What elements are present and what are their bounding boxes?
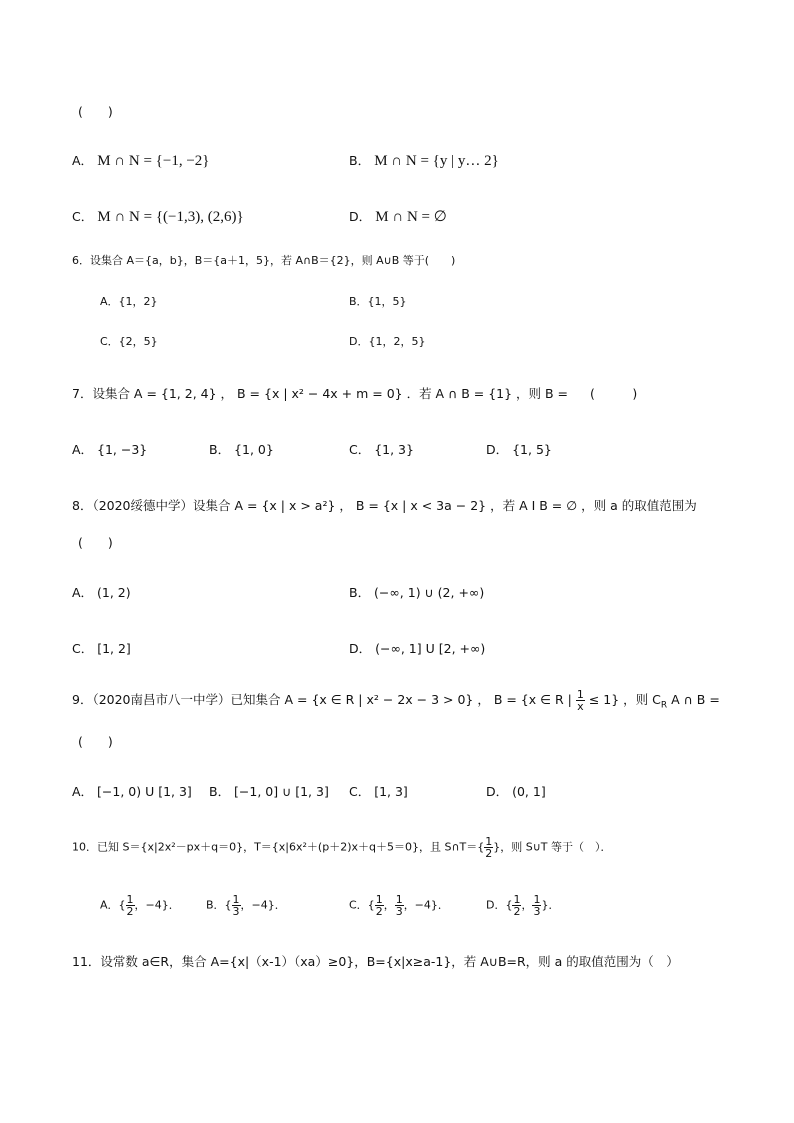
option-tail: ，−4}．: [403, 898, 449, 912]
q9-stem-part1: 9．（2020南昌市八一中学）已知集合 A = {x ∈ R | x² − 2x − 3 > 0} ， B = {x ∈ R |: [72, 692, 572, 707]
option-label: A．{: [100, 898, 126, 912]
option-tail: ，−4}．: [134, 898, 180, 912]
q10-stem-part1: 10．已知 S＝{x|2x²－px＋q＝0}，T＝{x|6x²＋(p＋2)x＋q＋5＝0}，且 S∩T＝{: [72, 840, 485, 854]
fraction-one-over-x: [576, 689, 585, 712]
fraction-one-half: [126, 894, 135, 917]
option-label: B．{: [206, 898, 232, 912]
separator: ，: [383, 898, 395, 912]
q9-stem-part3: A ∩ B =: [671, 692, 720, 707]
fraction-denominator: 3: [395, 905, 403, 918]
q10-stem: [72, 836, 611, 859]
q8-option-b: B． (−∞, 1) ∪ (2, +∞): [349, 585, 485, 600]
q9-option-d: D． (0, 1]: [486, 784, 546, 799]
q7-option-a: A． {1, −3}: [72, 442, 148, 457]
answer-paren-q8: ( ): [78, 535, 113, 550]
separator: ，: [521, 898, 533, 912]
fraction-denominator: 2: [126, 905, 134, 918]
q10-option-d: [486, 894, 559, 917]
q11-stem: 11．设常数 a∈R，集合 A={x|（x-1）（xa）≥0}，B={x|x≥a-1}，若 A∪B=R，则 a 的取值范围为（ ）: [72, 954, 679, 969]
q10-option-b: [206, 894, 286, 917]
fraction-numerator: 1: [126, 893, 134, 906]
math-expression: M ∩ N = {(−1,3), (2,6)}: [97, 209, 244, 225]
fraction-one-half: [375, 894, 384, 917]
option-letter: B．: [349, 153, 371, 168]
q5-option-b: [349, 153, 499, 170]
q8-option-c: C． [1, 2]: [72, 641, 131, 656]
q5-option-d: [349, 209, 447, 226]
fraction-one-half: [484, 836, 493, 859]
fraction-denominator: 3: [533, 905, 541, 918]
fraction-numerator: 1: [576, 688, 584, 701]
complement-subscript: R: [660, 700, 668, 711]
option-label: C．{: [349, 898, 375, 912]
q5-option-c: [72, 209, 244, 226]
q9-stem-part2: ≤ 1} ，则 C: [588, 692, 661, 707]
q7-option-c: C． {1, 3}: [349, 442, 414, 457]
q9-option-a: A． [−1, 0) U [1, 3]: [72, 784, 192, 799]
option-tail: ，−4}．: [240, 898, 286, 912]
option-letter: D．: [349, 209, 372, 224]
math-expression: M ∩ N = ∅: [375, 209, 447, 225]
q10-stem-part2: }，则 S∪T 等于（ ）．: [493, 840, 612, 854]
fraction-denominator: 2: [375, 905, 383, 918]
answer-paren-q7: ( ): [590, 386, 638, 401]
q9-option-c: C． [1, 3]: [349, 784, 408, 799]
fraction-numerator: 1: [533, 893, 541, 906]
option-letter: A．: [72, 153, 94, 168]
q8-option-d: D． (−∞, 1] U [2, +∞): [349, 641, 486, 656]
fraction-numerator: 1: [395, 893, 403, 906]
q5-option-a: [72, 153, 209, 170]
q6-option-a: A．{1，2}: [100, 295, 158, 308]
math-expression: M ∩ N = {y | y… 2}: [374, 153, 499, 169]
q7-stem: 7．设集合 A = {1, 2, 4} ， B = {x | x² − 4x + m = 0} ．若 A ∩ B = {1} ，则 B =: [72, 386, 569, 401]
q7-option-b: B． {1, 0}: [209, 442, 274, 457]
q7-option-d: D． {1, 5}: [486, 442, 552, 457]
answer-paren-q9: ( ): [78, 734, 113, 749]
option-tail: }．: [541, 898, 560, 912]
fraction-denominator: 2: [513, 905, 521, 918]
fraction-denominator: x: [577, 700, 584, 713]
fraction-numerator: 1: [375, 893, 383, 906]
q8-stem: 8．（2020绥德中学）设集合 A = {x | x > a²} ， B = {x | x < 3a − 2} ，若 A I B = ∅ ，则 a 的取值范围为: [72, 498, 697, 513]
answer-paren-q5: ( ): [78, 104, 113, 119]
fraction-one-third: [232, 894, 241, 917]
option-label: D．{: [486, 898, 513, 912]
fraction-one-third: [395, 894, 404, 917]
q6-stem: 6．设集合 A＝{a，b}，B＝{a＋1，5}，若 A∩B＝{2}，则 A∪B 等于( ): [72, 254, 456, 267]
q6-option-c: C．{2，5}: [100, 335, 158, 348]
fraction-numerator: 1: [513, 893, 521, 906]
fraction-numerator: 1: [485, 835, 493, 848]
q6-option-b: B．{1，5}: [349, 295, 407, 308]
option-letter: C．: [72, 209, 94, 224]
fraction-denominator: 3: [232, 905, 240, 918]
q10-option-c: [349, 894, 449, 917]
q9-stem: [72, 689, 720, 714]
q6-option-d: D．{1，2，5}: [349, 335, 426, 348]
q8-option-a: A． (1, 2): [72, 585, 131, 600]
q9-option-b: B． [−1, 0] ∪ [1, 3]: [209, 784, 329, 799]
fraction-denominator: 2: [485, 847, 493, 860]
q10-option-a: [100, 894, 180, 917]
fraction-numerator: 1: [232, 893, 240, 906]
math-expression: M ∩ N = {−1, −2}: [97, 153, 210, 169]
